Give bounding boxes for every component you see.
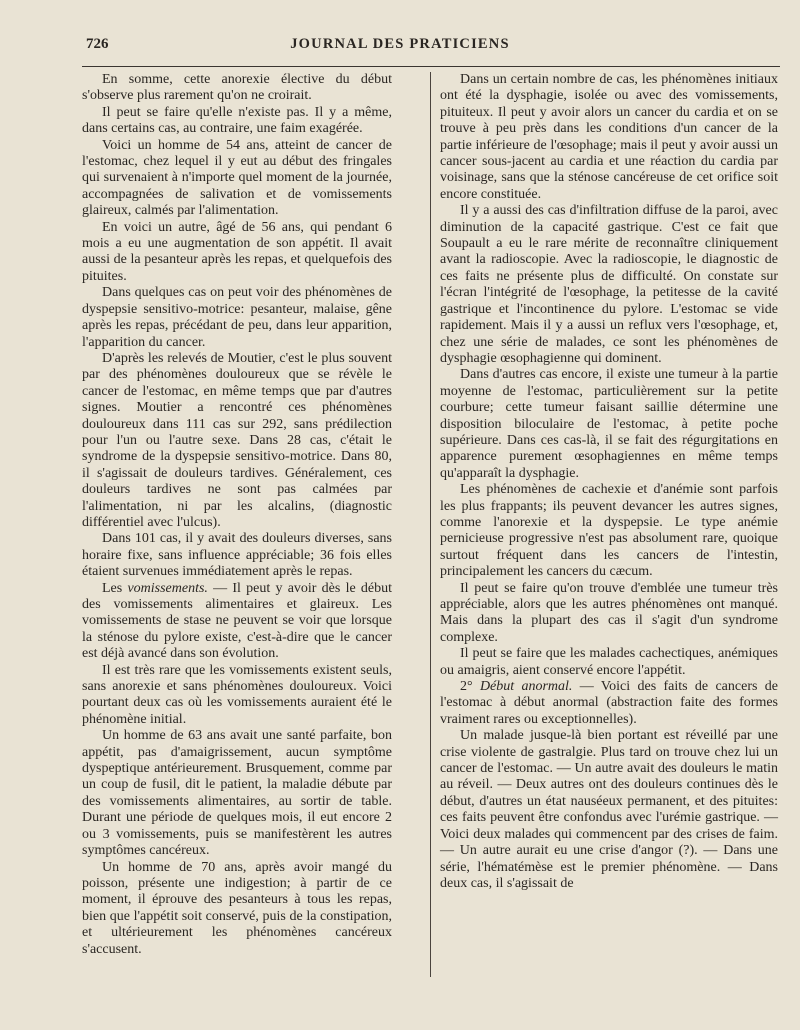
paragraph-text: Un malade jusque-là bien portant est réveillé par une crise violente de gastralgie. Plus tard on trouve chez lui un cancer de l'estomac. — Un autre avait des douleurs le matin au réveil. — Deux autres ont des douleurs continues dès le début, d'autres un état nauséeux permanent, et des pituites: ces faits peuvent être confondus avec l'urémie gastrique. — Voici deux malades qui commencent par des crises de faim. — Un autre aurait eu une crise d'angor (?). — Dans une série, l'hématémèse est le premier phénomène. — Dans deux cas, il s'agissait de [440,728,778,891]
page-header [0,36,800,60]
paragraph-text: Dans un certain nombre de cas, les phénomènes initiaux ont été la dysphagie, isolée ou avec des vomissements, pituiteux. Il peut y avoir alors un cancer du cardia et on se trouve à peu près dans les conditions d'un cancer de la partie inférieure de l'œsophage; mais il peut y avoir aussi un cancer sous-jacent au cardia et une réaction du cardia par voisinage, sans que la sténose cancéreuse de cet orifice soit encore constituée. [440,72,778,202]
paragraph [440,646,778,679]
paragraph-text: Il peut se faire qu'elle n'existe pas. Il y a même, dans certains cas, au contraire, une faim exagérée. [82,104,392,137]
paragraph [82,285,392,351]
paragraph-lead: 2° [460,679,480,695]
paragraph-text: Les phénomènes de cachexie et d'anémie sont parfois les plus frappants; ils peuvent devancer les autres signes, comme l'anorexie et la dyspepsie. Le type anémie pernicieuse progressive n'est pas absolument rare, quoique surtout fréquent dans les cancers de l'intestin, principalement les cancers du cæcum. [440,482,778,580]
paragraph-text: Un homme de 70 ans, après avoir mangé du poisson, présente une indigestion; à partir de ce moment, il éprouve des pesanteurs à tous les repas, bien que l'appétit soit conservé, puis de la constipation, et ultérieurement les phénomènes cancéreux s'accusent. [82,859,392,957]
paragraph [82,581,392,663]
paragraph-text: Dans d'autres cas encore, il existe une tumeur à la partie moyenne de l'estomac, particulièrement sur la petite courbure; cette tumeur faisant saillie détermine une disposition biloculaire de l'estomac, à petite poche supérieure. Dans ces cas-là, il se fait des régurgitations en apparence purement œsophagiennes en même temps qu'apparaît la dysphagie. [440,367,778,481]
paragraph [82,105,392,138]
paragraph [82,531,392,580]
paragraph [440,482,778,580]
paragraph [82,860,392,958]
left-column [82,72,392,958]
section-heading: Début anormal. [479,679,573,695]
paragraph-text: Un homme de 63 ans avait une santé parfaite, bon appétit, pas d'amaigrissement, aucun symptôme dyspeptique antérieurement. Brusquement, comme par un coup de fusil, dit le patient, la maladie débute par des vomissements alimentaires, au sortir de table. Durant une période de quelques mois, il eut encore 2 ou 3 vomissements, puis se manifestèrent les autres symptômes cancéreux. [82,728,392,859]
paragraph-text: Voici un homme de 54 ans, atteint de cancer de l'estomac, chez lequel il y eut au début des fringales qui survenaient à n'importe quel moment de la journée, accompagnées de salivation et de vomissements glaireux, calmés par l'alimentation. [82,137,392,219]
paragraph [82,663,392,729]
paragraph-text: Il est très rare que les vomissements existent seuls, sans anorexie et sans phénomènes douloureux. Voici pourtant deux cas où les vomissements auraient été le phénomène initial. [82,662,392,727]
page-number: 726 [86,36,109,52]
paragraph [440,203,778,367]
paragraph [82,72,392,105]
paragraph-text: — Il peut y avoir dès le début des vomissements alimentaires et glaireux. Les vomissements de stase ne peuvent se voir que lorsque la sténose du pylore existe, c'est-à-dire que le cancer est déjà avancé dans son évolution. [82,580,392,662]
paragraph [440,679,778,728]
paragraph [440,367,778,482]
paragraph [82,351,392,531]
paragraph-text: Il peut se faire qu'on trouve d'emblée une tumeur très appréciable, alors que les autres phénomènes ont manqué. Mais dans la plupart des cas il s'agit d'un syndrome complexe. [440,580,778,645]
paragraph [82,728,392,859]
paragraph-text: Il y a aussi des cas d'infiltration diffuse de la paroi, avec diminution de la capacité gastrique. C'est ce fait que Soupault a eu le rare mérite de reconnaître cliniquement avant la radioscopie. Avec la radioscopie, le diagnostic de ces faits ne présente plus de difficulté. On constate sur l'écran l'intégrité de l'œsophage, la petitesse de la cavité gastrique et l'incontinence du pylore. L'estomac se vide rapidement. Mais il y a aussi un reflux vers l'œsophage, et, chez une série de malades, ce sont les phénomènes de dysphagie œsophagienne qui dominent. [440,203,778,366]
paragraph-text: — Voici des faits de cancers de l'estomac à début anormal (abstraction faite des formes vraiment rares ou exceptionnelles). [440,679,778,727]
paragraph-text: En somme, cette anorexie élective du début s'observe plus rarement qu'on ne croirait. [82,72,392,104]
paragraph [82,138,392,220]
right-column [440,72,778,892]
paragraph-text: Dans quelques cas on peut voir des phénomènes de dyspepsie sensitivo-motrice: pesanteur, malaise, gêne après les repas, précédant de peu, dans leur apparition, l'apparition du cancer. [82,285,392,350]
paragraph-text: Dans 101 cas, il y avait des douleurs diverses, sans horaire fixe, sans influence appréciable; 36 fois elles étaient survenues immédiatement après le repas. [82,531,392,580]
paragraph-text: Il peut se faire que les malades cachectiques, anémiques ou amaigris, aient conservé encore l'appétit. [440,646,778,678]
paragraph-text: En voici un autre, âgé de 56 ans, qui pendant 6 mois a eu une augmentation de son appétit. Il avait aussi de la pesanteur après les repas, et quelquefois des pituites. [82,219,392,284]
paragraph [440,581,778,647]
paragraph [440,72,778,203]
paragraph-lead: Les [102,580,128,596]
paragraph [82,220,392,286]
paragraph [440,728,778,892]
column-divider [430,72,431,977]
journal-title: JOURNAL DES PRATICIENS [290,36,510,52]
section-heading: vomissements. [127,580,208,596]
header-rule [82,66,780,67]
paragraph-text: D'après les relevés de Moutier, c'est le plus souvent par des phénomènes douloureux que se révèle le cancer de l'estomac, en même temps que par d'autres signes. Moutier a rencontré ces phénomènes douloureux dans 111 cas sur 292, sans prédilection pour l'un ou l'autre sexe. Dans 28 cas, c'était le syndrome de la dyspepsie sensitivo-motrice. Dans 80, il s'agissait de douleurs tardives. Généralement, ces douleurs tardives ne sont pas calmées par l'alimentation, ni par les alcalins, (diagnostic différentiel avec l'ulcus). [82,350,392,530]
